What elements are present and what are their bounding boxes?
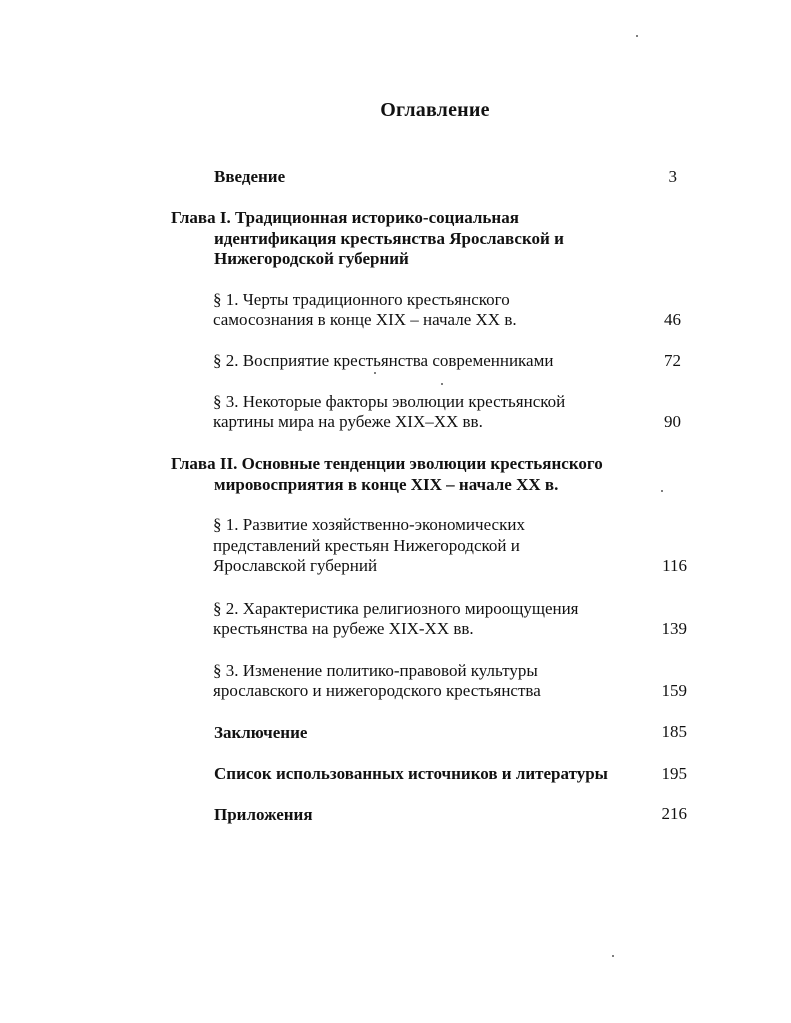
toc-entry-intro-page: 3 (668, 167, 677, 186)
scan-speck (636, 35, 638, 37)
chapter-1-title-line-2: идентификация крестьянства Ярославской и (214, 229, 564, 248)
toc-entry-conclusion-label: Заключение (214, 723, 308, 742)
ch2-section-2-line-2: крестьянства на рубеже XIX-XX вв. (213, 619, 474, 638)
toc-entry-appendix-page: 216 (661, 804, 687, 823)
chapter-1-title-line-1: Глава I. Традиционная историко-социальная (171, 208, 519, 227)
toc-entry-bibliography-label: Список использованных источников и литературы (214, 764, 608, 783)
toc-entry-bibliography-page: 195 (661, 764, 687, 783)
ch1-section-1-line-2: самосознания в конце XIX – начале XX в. (213, 310, 517, 329)
chapter-2-title-line-1: Глава II. Основные тенденции эволюции крестьянского (171, 454, 603, 473)
chapter-1-title-line-3: Нижегородской губерний (214, 249, 409, 268)
scan-speck (441, 383, 443, 385)
toc-entry-appendix-label: Приложения (214, 805, 313, 824)
ch1-section-3-page: 90 (664, 412, 681, 431)
toc-entry-intro-label: Введение (214, 167, 286, 186)
ch2-section-3-page: 159 (661, 681, 687, 700)
toc-entry-conclusion-page: 185 (661, 722, 687, 741)
ch1-section-2-page: 72 (664, 351, 681, 370)
chapter-2-title-line-2: мировосприятия в конце XIX – начале XX в. (214, 475, 559, 494)
ch1-section-3-line-1: § 3. Некоторые факторы эволюции крестьянской (213, 392, 566, 411)
ch2-section-2-line-1: § 2. Характеристика религиозного мироощущения (213, 599, 579, 618)
ch1-section-1-line-1: § 1. Черты традиционного крестьянского (213, 290, 510, 309)
ch2-section-1-line-3: Ярославской губерний (213, 556, 378, 575)
scan-speck (374, 372, 376, 374)
ch2-section-1-line-2: представлений крестьян Нижегородской и (213, 536, 520, 555)
ch1-section-1-page: 46 (664, 310, 681, 329)
page-title: Оглавление (380, 99, 490, 121)
ch2-section-2-page: 139 (661, 619, 687, 638)
ch1-section-3-line-2: картины мира на рубеже XIX–XX вв. (213, 412, 483, 431)
ch2-section-1-line-1: § 1. Развитие хозяйственно-экономических (213, 515, 525, 534)
ch1-section-2-line-1: § 2. Восприятие крестьянства современниками (213, 351, 554, 370)
ch2-section-3-line-2: ярославского и нижегородского крестьянства (213, 681, 541, 700)
scan-speck (661, 490, 663, 492)
scan-speck (612, 955, 614, 957)
ch2-section-3-line-1: § 3. Изменение политико-правовой культуры (213, 661, 538, 680)
ch2-section-1-page: 116 (662, 556, 687, 575)
